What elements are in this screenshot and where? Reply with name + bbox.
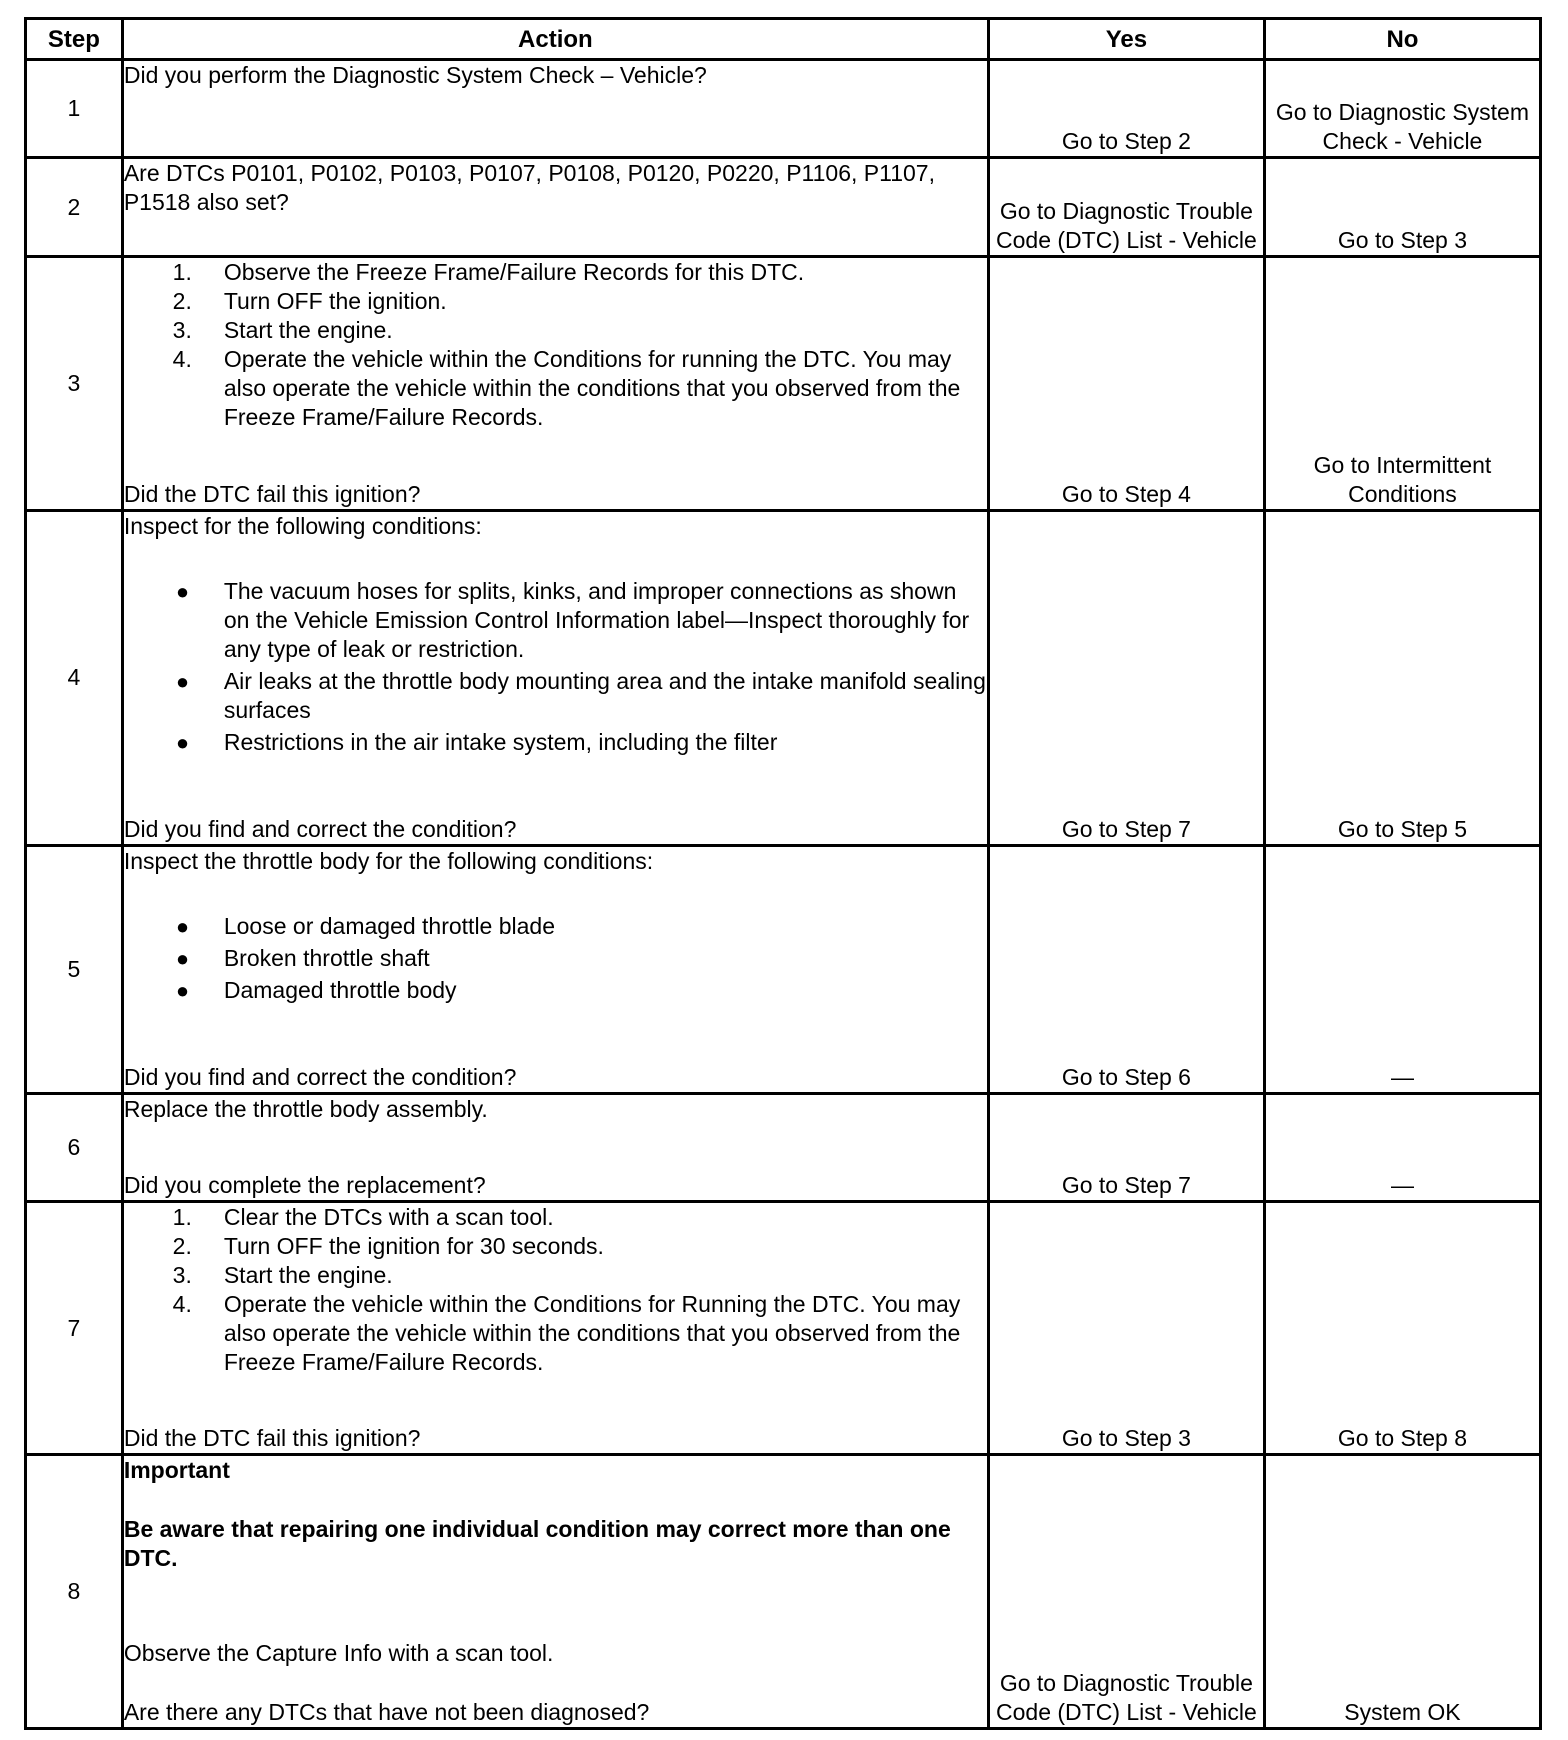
step-number: 4 <box>26 510 123 845</box>
action-cell <box>122 60 988 158</box>
step-number: 8 <box>26 1455 123 1729</box>
list-item: ● The vacuum hoses for splits, kinks, and improper connections as shown on the Vehicle Emission Control Information label—Inspect thoroughly for any type of leak or restriction. <box>175 577 970 662</box>
no-cell: Go to Intermittent Conditions <box>1264 257 1540 511</box>
list-item: 2. Turn OFF the ignition for 30 seconds. <box>172 1233 604 1260</box>
no-cell: Go to Step 8 <box>1264 1202 1540 1455</box>
action-intro: Observe the Capture Info with a scan tool. <box>123 1640 554 1666</box>
table-row <box>26 846 1541 1094</box>
important-title: Important <box>123 1457 230 1484</box>
bullet-list <box>124 912 987 1008</box>
list-item: 3. Start the engine. <box>172 1262 393 1289</box>
list-item: ● Restrictions in the air intake system, including the filter <box>175 728 778 755</box>
list-item: ● Air leaks at the throttle body mounting area and the intake manifold sealing surfaces <box>175 667 986 723</box>
list-item: 1. Clear the DTCs with a scan tool. <box>172 1204 554 1231</box>
action-question: Are there any DTCs that have not been diagnosed? <box>123 1699 650 1725</box>
no-cell: Go to Step 5 <box>1264 510 1540 845</box>
action-cell <box>122 1094 988 1202</box>
action-question: Did the DTC fail this ignition? <box>123 480 421 507</box>
no-cell: Go to Diagnostic System Check - Vehicle <box>1264 60 1540 158</box>
header-yes: Yes <box>988 19 1264 60</box>
list-item: 3. Start the engine. <box>172 317 393 344</box>
table-row <box>26 157 1541 256</box>
table-row <box>26 257 1541 511</box>
header-no: No <box>1264 19 1540 60</box>
table-row <box>26 1202 1541 1455</box>
yes-cell: Go to Diagnostic Trouble Code (DTC) List - Vehicle <box>988 157 1264 256</box>
no-cell: Go to Step 3 <box>1264 157 1540 256</box>
step-number: 3 <box>26 257 123 511</box>
action-question: Are DTCs P0101, P0102, P0103, P0107, P0108, P0120, P0220, P1106, P1107, P1518 also set? <box>123 159 935 215</box>
action-cell <box>122 1455 988 1729</box>
table-row <box>26 1455 1541 1729</box>
header-action: Action <box>122 19 988 60</box>
important-text: Be aware that repairing one individual condition may correct more than one DTC. <box>123 1516 951 1572</box>
yes-cell: Go to Step 7 <box>988 510 1264 845</box>
list-item: ● Damaged throttle body <box>175 977 457 1004</box>
no-cell: — <box>1264 846 1540 1094</box>
list-item: ● Loose or damaged throttle blade <box>175 913 556 940</box>
list-item: ● Broken throttle shaft <box>175 945 430 972</box>
no-cell: — <box>1264 1094 1540 1202</box>
action-question: Did you perform the Diagnostic System Check – Vehicle? <box>123 62 707 88</box>
yes-cell: Go to Step 7 <box>988 1094 1264 1202</box>
step-number: 5 <box>26 846 123 1094</box>
action-question: Did the DTC fail this ignition? <box>123 1425 421 1452</box>
action-question: Did you complete the replacement? <box>123 1172 486 1199</box>
list-item: 2. Turn OFF the ignition. <box>172 288 447 315</box>
action-question: Did you find and correct the condition? <box>123 816 517 843</box>
diagnostic-table <box>24 17 1542 1730</box>
step-number: 6 <box>26 1094 123 1202</box>
yes-cell: Go to Diagnostic Trouble Code (DTC) List - Vehicle <box>988 1455 1264 1729</box>
header-step: Step <box>26 19 123 60</box>
action-intro: Inspect the throttle body for the following conditions: <box>123 848 654 875</box>
action-cell <box>122 510 988 845</box>
step-number: 7 <box>26 1202 123 1455</box>
action-cell <box>122 257 988 511</box>
step-number: 2 <box>26 157 123 256</box>
table-row <box>26 1094 1541 1202</box>
action-question: Did you find and correct the condition? <box>123 1064 517 1091</box>
list-item: 1. Observe the Freeze Frame/Failure Records for this DTC. <box>172 259 805 286</box>
bullet-list <box>124 577 987 760</box>
yes-cell: Go to Step 2 <box>988 60 1264 158</box>
action-cell <box>122 157 988 256</box>
numbered-list <box>124 258 987 432</box>
table-row <box>26 60 1541 158</box>
step-number: 1 <box>26 60 123 158</box>
list-item: 4. Operate the vehicle within the Conditions for Running the DTC. You may also operate the vehicle within the conditions that you observed from the Freeze Frame/Failure Records. <box>172 1291 961 1376</box>
list-item: 4. Operate the vehicle within the Conditions for running the DTC. You may also operate the vehicle within the conditions that you observed from the Freeze Frame/Failure Records. <box>172 346 961 431</box>
numbered-list <box>124 1203 987 1377</box>
yes-cell: Go to Step 6 <box>988 846 1264 1094</box>
action-cell <box>122 846 988 1094</box>
yes-cell: Go to Step 3 <box>988 1202 1264 1455</box>
yes-cell: Go to Step 4 <box>988 257 1264 511</box>
action-cell <box>122 1202 988 1455</box>
no-cell: System OK <box>1264 1455 1540 1729</box>
action-intro: Replace the throttle body assembly. <box>123 1096 488 1123</box>
action-intro: Inspect for the following conditions: <box>123 512 482 539</box>
header-row <box>26 19 1541 60</box>
table-row <box>26 510 1541 845</box>
